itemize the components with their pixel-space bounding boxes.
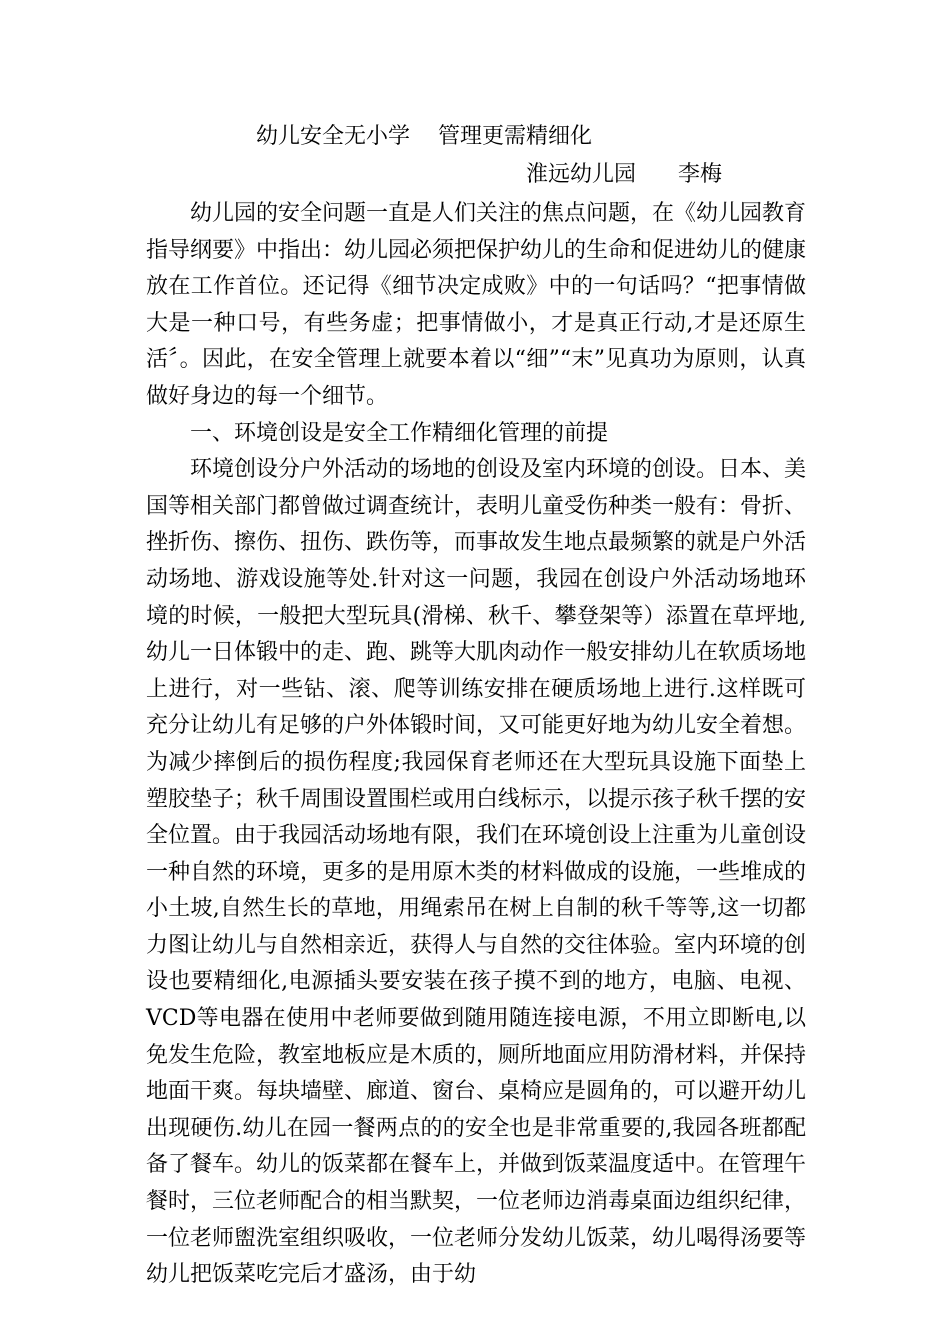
document-title: 幼儿安全无小学 管理更需精细化 (256, 124, 592, 149)
document-body (146, 196, 806, 1294)
section-heading: 一、环境创设是安全工作精细化管理的前提 (190, 420, 609, 446)
document-author: 淮远幼儿园 李梅 (526, 162, 722, 187)
intro-paragraph: 幼儿园的安全问题一直是人们关注的焦点问题，在《幼儿园教育指导纲要》中指出：幼儿园必须把保护幼儿的生命和促进幼儿的健康放在工作首位。还记得《细节决定成败》中的一句话吗？“把事情做大是一种口号，有些务虚；把事情做小，才是真正行动,才是还原生活〞。因此，在安全管理上就要本着以“细”“末”见真功为原则，认真做好身边的每一个细节。 (146, 201, 807, 409)
environment-paragraph: 环境创设分户外活动的场地的创设及室内环境的创设。日本、美国等相关部门都曾做过调查统计，表明儿童受伤种类一般有：骨折、挫折伤、擦伤、扭伤、跌伤等，而事故发生地点最频繁的就是户外活动场地、游戏设施等处.针对这一问题，我园在创设户外活动场地环境的时候，一般把大型玩具(滑梯、秋千、攀登架等）添置在草坪地,幼儿一日体锻中的走、跑、跳等大肌肉动作一般安排幼儿在软质场地上进行，对一些钻、滚、爬等训练安排在硬质场地上进行.这样既可充分让幼儿有足够的户外体锻时间，又可能更好地为幼儿安全着想。为减少摔倒后的损伤程度;我园保育老师还在大型玩具设施下面垫上塑胶垫子；秋千周围设置围栏或用白线标示，以提示孩子秋千摆的安全位置。由于我园活动场地有限，我们在环境创设上注重为儿童创设一种自然的环境，更多的是用原木类的材料做成的设施，一些堆成的小土坡,自然生长的草地，用绳索吊在树上自制的秋千等等,这一切都力图让幼儿与自然相亲近，获得人与自然的交往体验。室内环境的创设也要精细化,电源插头要安装在孩子摸不到的地方，电脑、电视、VCD等电器在使用中老师要做到随用随连接电源，不用立即断电,以免发生危险，教室地板应是木质的，厕所地面应用防滑材料，并保持地面干爽。每块墙壁、廊道、窗台、桌椅应是圆角的，可以避开幼儿出现硬伤.幼儿在园一餐两点的的安全也是非常重要的,我园各班都配备了餐车。幼儿的饭菜都在餐车上，并做到饭菜温度适中。在管理午餐时，三位老师配合的相当默契，一位老师边消毒桌面边组织纪律，一位老师盥洗室组织吸收，一位老师分发幼儿饭菜，幼儿喝得汤要等幼儿把饭菜吃完后才盛汤，由于幼 (146, 457, 807, 1288)
